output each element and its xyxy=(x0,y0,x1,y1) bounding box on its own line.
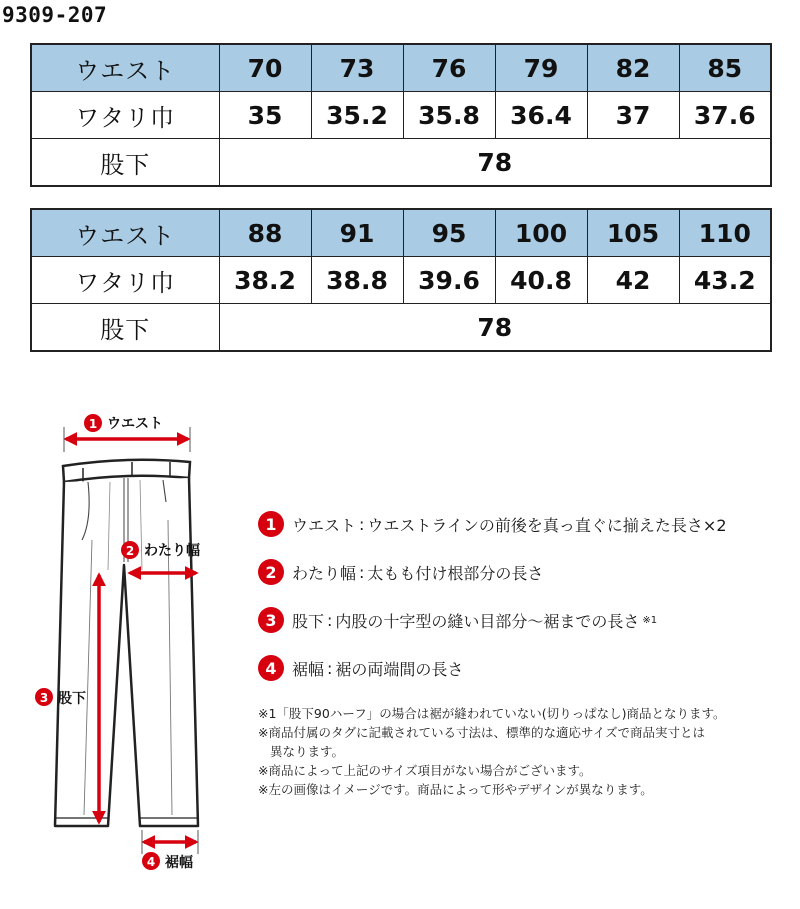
marker-1-num: 1 xyxy=(88,417,98,431)
thigh-label: ワタリ巾 xyxy=(31,92,219,139)
definition-footnote-ref: ※1 xyxy=(642,614,658,626)
definition-number: 1 xyxy=(258,511,284,537)
definition-number: 3 xyxy=(258,607,284,633)
definition-term: わたり幅 xyxy=(292,563,357,583)
inseam-label: 股下 xyxy=(31,139,219,187)
definition-term: 股下 xyxy=(292,611,325,631)
waist-cell: 82 xyxy=(587,44,679,92)
waist-cell: 95 xyxy=(403,209,495,257)
waist-cell: 73 xyxy=(311,44,403,92)
definition-row xyxy=(258,548,788,596)
inseam-diagram-label: 股下 xyxy=(58,691,86,707)
pants-diagram xyxy=(0,390,240,909)
footnote: ※1「股下90ハーフ」の場合は裾が縫われていない(切りっぱなし)商品となります。 xyxy=(258,706,726,721)
thigh-cell: 40.8 xyxy=(495,257,587,304)
measurement-notes xyxy=(258,500,788,799)
inseam-row xyxy=(31,139,771,187)
thigh-cell: 38.2 xyxy=(219,257,311,304)
thigh-cell: 38.8 xyxy=(311,257,403,304)
thigh-cell: 42 xyxy=(587,257,679,304)
waist-cell: 70 xyxy=(219,44,311,92)
definition-separator: : xyxy=(359,514,365,534)
waist-cell: 91 xyxy=(311,209,403,257)
size-table-1 xyxy=(30,43,772,187)
waist-cell: 85 xyxy=(679,44,771,92)
definition-row xyxy=(258,596,788,644)
definition-desc: 裾の両端間の長さ xyxy=(335,659,464,679)
definition-separator: : xyxy=(327,658,333,678)
thigh-cell: 36.4 xyxy=(495,92,587,139)
definition-term: 裾幅 xyxy=(292,659,325,679)
marker-2-num: 2 xyxy=(125,544,135,558)
waist-cell: 105 xyxy=(587,209,679,257)
footnote: ※商品付属のタグに記載されている寸法は、標準的な適応サイズで商品実寸とは xyxy=(258,725,705,740)
thigh-label: ワタリ巾 xyxy=(31,257,219,304)
marker-3-num: 3 xyxy=(39,691,49,705)
definition-row xyxy=(258,644,788,692)
waist-label: ウエスト xyxy=(31,209,219,257)
definition-number: 4 xyxy=(258,655,284,681)
waist-row xyxy=(31,209,771,257)
product-code: 9309-207 xyxy=(2,3,108,27)
size-table-2 xyxy=(30,208,772,352)
definition-desc: ウエストラインの前後を真っ直ぐに揃えた長さ×2 xyxy=(367,515,727,535)
waist-cell: 76 xyxy=(403,44,495,92)
definition-desc: 太もも付け根部分の長さ xyxy=(367,563,544,583)
thigh-cell: 43.2 xyxy=(679,257,771,304)
waist-cell: 100 xyxy=(495,209,587,257)
definition-term: ウエスト xyxy=(292,515,357,535)
thigh-cell: 39.6 xyxy=(403,257,495,304)
footnotes xyxy=(258,704,788,799)
definition-desc: 内股の十字型の縫い目部分〜裾までの長さ xyxy=(335,611,640,631)
inseam-row xyxy=(31,304,771,352)
definition-separator: : xyxy=(359,562,365,582)
waist-cell: 88 xyxy=(219,209,311,257)
definition-number: 2 xyxy=(258,559,284,585)
footnote: ※商品によって上記のサイズ項目がない場合がございます。 xyxy=(258,763,592,778)
pants-outline xyxy=(55,460,198,826)
hem-diagram-label: 裾幅 xyxy=(165,855,193,871)
thigh-cell: 37 xyxy=(587,92,679,139)
footnote: ※左の画像はイメージです。商品によって形やデザインが異なります。 xyxy=(258,782,653,797)
footnote: 異なります。 xyxy=(270,744,345,759)
thigh-diagram-label: わたり幅 xyxy=(144,543,200,559)
thigh-row xyxy=(31,257,771,304)
inseam-cell: 78 xyxy=(219,139,771,187)
marker-4-num: 4 xyxy=(146,855,156,869)
waist-cell: 110 xyxy=(679,209,771,257)
thigh-row xyxy=(31,92,771,139)
thigh-cell: 37.6 xyxy=(679,92,771,139)
waist-diagram-label: ウエスト xyxy=(107,416,163,432)
thigh-cell: 35 xyxy=(219,92,311,139)
thigh-cell: 35.8 xyxy=(403,92,495,139)
definition-row xyxy=(258,500,788,548)
definition-separator: : xyxy=(327,610,333,630)
inseam-cell: 78 xyxy=(219,304,771,352)
inseam-label: 股下 xyxy=(31,304,219,352)
waist-cell: 79 xyxy=(495,44,587,92)
thigh-cell: 35.2 xyxy=(311,92,403,139)
waist-label: ウエスト xyxy=(31,44,219,92)
waist-row xyxy=(31,44,771,92)
